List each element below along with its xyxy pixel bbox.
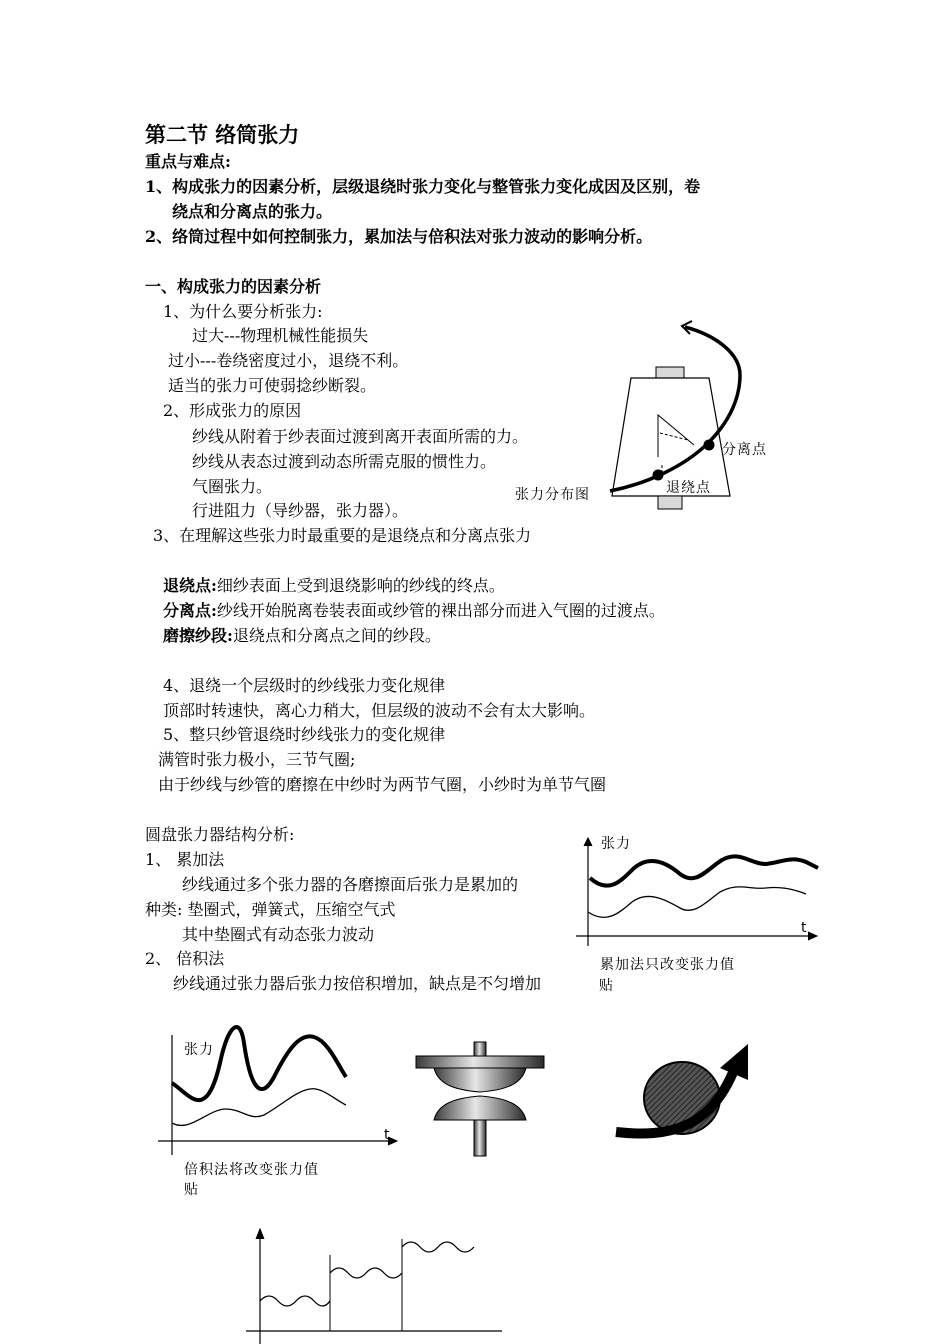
method-2-line-1: 纱线通过张力器后张力按倍积增加，缺点是不匀增加 (173, 974, 542, 993)
y-axis-arrow-icon (256, 1229, 264, 1239)
separation-point-marker (704, 440, 715, 451)
y-axis-arrow-icon (584, 838, 592, 846)
item-5-line-1: 满管时张力极小，三节气圈; (158, 750, 356, 769)
tensioner-upper-disc (434, 1068, 526, 1092)
stepped-tension-chart (240, 1225, 510, 1344)
bobbin-top-cap (656, 367, 684, 378)
page-title: 第二节 络筒张力 (145, 122, 300, 147)
definition-term: 退绕点: (163, 576, 217, 595)
definition-friction-segment (163, 626, 441, 646)
series-lower-curve (172, 1089, 346, 1126)
additive-caption: 累加法只改变张力值 (600, 957, 735, 973)
yarn-roller-illustration (610, 1040, 760, 1140)
definition-text: 细纱表面上受到退绕影响的纱线的终点。 (216, 576, 505, 595)
method-1-line-3: 其中垫圈式有动态张力波动 (182, 925, 375, 944)
item-2-line-3: 气圈张力。 (192, 477, 273, 496)
tensioner-top-plate (416, 1056, 544, 1068)
multiplicative-x-label: t (384, 1127, 391, 1143)
item-4: 4、退绕一个层级时的纱线张力变化规律 (163, 676, 446, 695)
item-5-line-2: 由于纱线与纱管的磨擦在中纱时为两节气圈，小纱时为单节气圈 (158, 775, 607, 794)
series-upper-curve (172, 1027, 346, 1100)
item-1: 1、为什么要分析张力: (163, 302, 323, 321)
series-upper-curve (590, 856, 818, 885)
method-1-line-1: 纱线通过多个张力器的各磨擦面后张力是累加的 (182, 875, 519, 894)
series-lower-curve (588, 887, 806, 918)
disc-tensioner-illustration (410, 1040, 550, 1160)
method-2: 2、 倍积法 (145, 949, 225, 968)
tensioner-lower-disc (434, 1096, 526, 1120)
key-point-1: 1、构成张力的因素分析，层级退绕时张力变化与整管张力变化成因及区别，卷 (145, 177, 701, 196)
tensioner-bottom-shaft (474, 1120, 486, 1156)
wave-step-1 (260, 1296, 330, 1306)
item-1-line-3: 适当的张力可使弱捻纱断裂。 (168, 376, 377, 395)
item-2-line-2: 纱线从表态过渡到动态所需克服的惯性力。 (192, 452, 497, 471)
item-1-line-1: 过大---物理机械性能损失 (192, 326, 369, 345)
item-5: 5、整只纱管退绕时纱线张力的变化规律 (163, 725, 446, 744)
key-points-heading: 重点与难点: (145, 152, 231, 171)
disc-tensioner-heading: 圆盘张力器结构分析: (145, 825, 295, 844)
definition-unwinding-point (163, 576, 505, 596)
separation-point-label: 分离点 (722, 442, 767, 458)
key-point-2: 2、络筒过程中如何控制张力，累加法与倍积法对张力波动的影响分析。 (145, 227, 653, 246)
tensioner-top-shaft (474, 1042, 486, 1056)
overlap-char: 贴 (599, 978, 614, 994)
multiplicative-tension-chart (150, 1015, 410, 1160)
item-4-line-1: 顶部时转速快，离心力稍大，但层级的波动不会有太大影响。 (163, 701, 596, 720)
method-1: 1、 累加法 (145, 850, 225, 869)
definition-separation-point (163, 601, 665, 621)
wave-step-3 (402, 1242, 474, 1252)
item-2: 2、形成张力的原因 (163, 401, 302, 420)
item-2-line-4: 行进阻力（导纱器，张力器）。 (192, 501, 409, 520)
key-point-1-continued: 绕点和分离点的张力。 (172, 202, 333, 221)
definition-term: 分离点: (163, 601, 217, 620)
unwinding-point-marker (653, 470, 664, 481)
additive-x-label: t (801, 920, 808, 936)
definition-term: 磨擦纱段: (163, 626, 233, 645)
section-heading: 一、构成张力的因素分析 (145, 277, 322, 296)
method-1-line-2: 种类: 垫圈式，弹簧式，压缩空气式 (145, 900, 396, 919)
wave-step-2 (330, 1268, 402, 1278)
item-2-line-1: 纱线从附着于纱表面过渡到离开表面所需的力。 (192, 427, 529, 446)
multiplicative-y-label: 张力 (184, 1042, 214, 1058)
x-axis-arrow-icon (808, 932, 817, 940)
item-1-line-2: 过小---卷绕密度过小，退绕不利。 (168, 351, 409, 370)
additive-y-label: 张力 (601, 836, 631, 852)
definition-text: 退绕点和分离点之间的纱段。 (232, 626, 441, 645)
tension-distribution-label: 张力分布图 (515, 487, 590, 503)
unwinding-point-label: 退绕点 (666, 480, 711, 496)
definition-text: 纱线开始脱离卷装表面或纱管的裸出部分而进入气圈的过渡点。 (216, 601, 665, 620)
item-3: 3、在理解这些张力时最重要的是退绕点和分离点张力 (153, 526, 532, 545)
multiplicative-caption: 倍积法将改变张力值 (184, 1162, 319, 1178)
multiplicative-caption-continued: 贴 (184, 1182, 199, 1198)
